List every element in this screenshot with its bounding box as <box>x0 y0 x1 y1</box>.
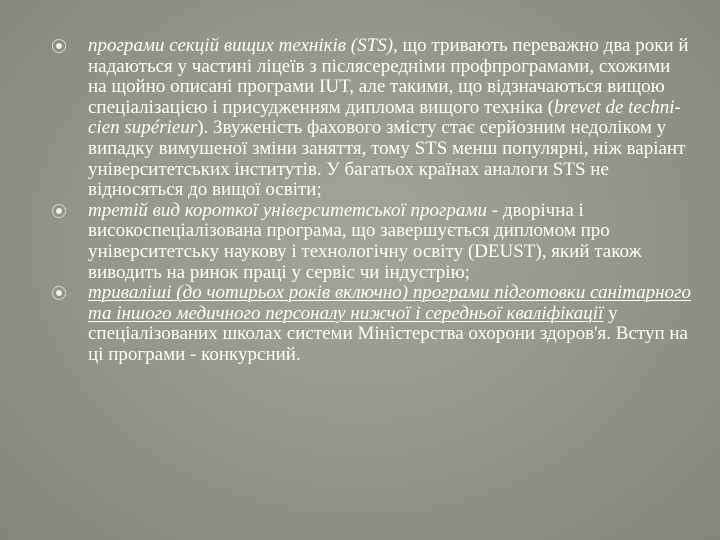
bullet-item-sts-lead: програми секцій вищих техніків (STS), <box>88 35 398 56</box>
circle-bullet-icon <box>52 286 66 300</box>
bullet-item-deust-lead: третій вид короткої університетської програми - <box>88 199 499 221</box>
bullet-item-deust-body: дворічна і високоспеціалізована програма, що завершується дипломом про університетську наукову і технологічну освіту (DEUST), який також виводить на ринок праці у сервіс чи індустрію; <box>88 199 642 283</box>
bullet-item-medical-lead: триваліші (до чотирьох років включно) програми підготовки санітарного та іншого медичного персоналу нижчої і середньої кваліфікації <box>88 282 692 324</box>
bullet-item-medical-body: у спеціалізованих школах системи Міністерства охорони здоров'я. Вступ на ці програми - конкурсний. <box>88 302 688 365</box>
bullet-list <box>52 36 692 366</box>
bullet-item-sts-body: що тривають переважно два роки й надаються у частині ліцеїв з післясередніми профпрограмами, схожими на щойно описані програми IUT, але такими, що відзначаються вищою спеціалізацією і присудженням диплома вищого техніка ( <box>88 35 689 118</box>
circle-bullet-icon <box>52 39 66 53</box>
bullet-item-medical <box>52 283 692 365</box>
bullet-item-sts-tail: ). Звуженість фахового змісту стає серйозним недоліком у випадку вимушеної зміни заняття, тому STS менш популярні, ніж варіант університетських інститутів. У багатьох країнах аналоги STS не відносяться до вищої освіти; <box>88 117 686 201</box>
bullet-item-deust <box>52 201 692 283</box>
circle-bullet-icon <box>52 204 66 218</box>
bullet-item-sts <box>52 36 692 201</box>
bullet-item-sts-term: brevet de techni-cien supérieur <box>88 96 681 139</box>
